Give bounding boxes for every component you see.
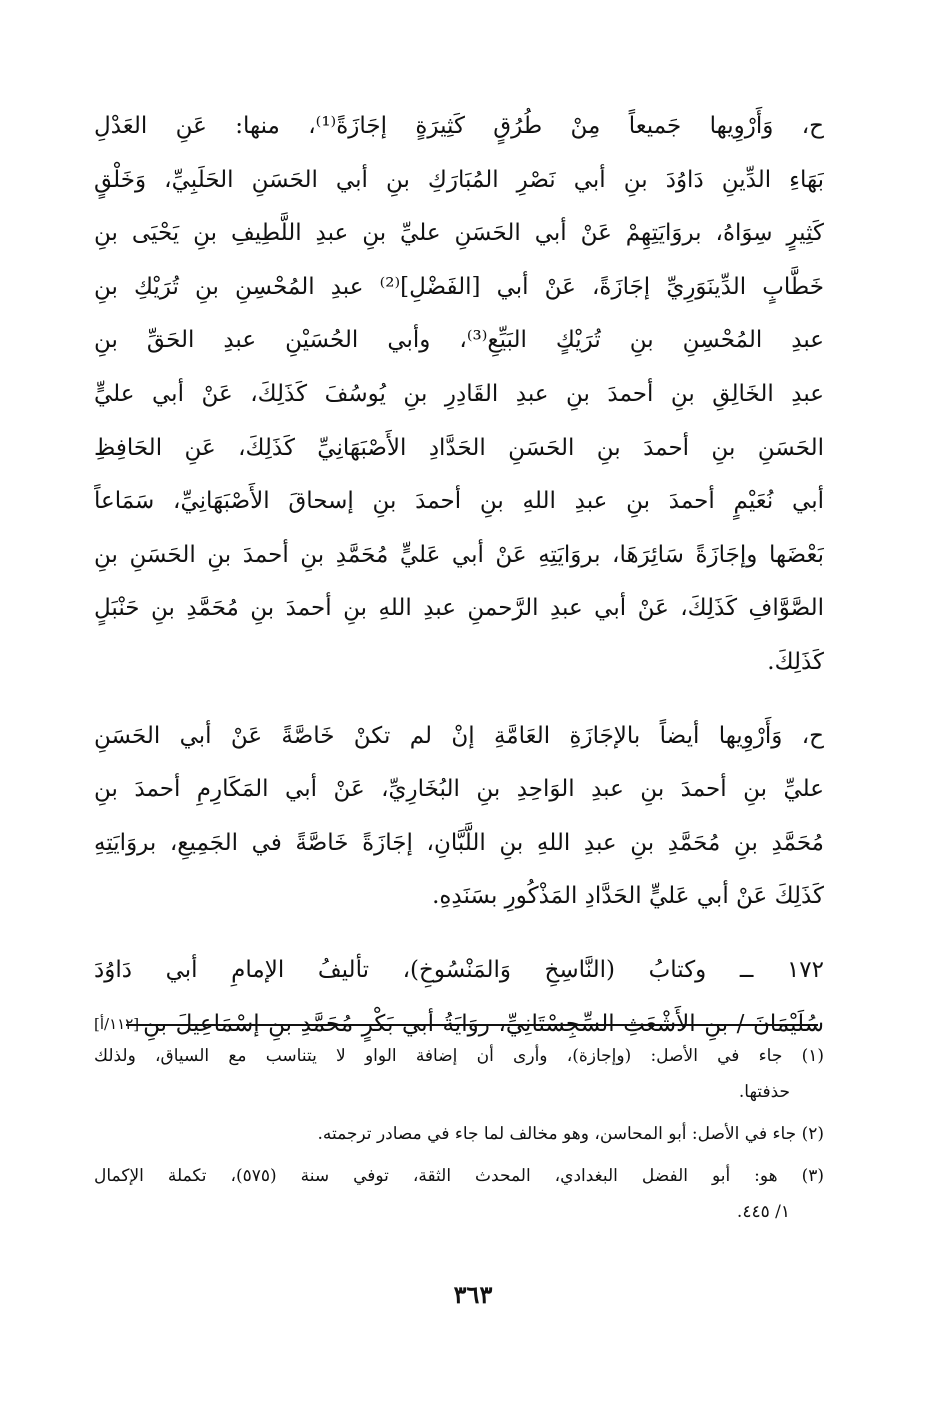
- text-line: ح، وَأَرْوِيها أيضاً بالإجَازَةِ العَامَّةِ إنْ لم تكنْ خَاصَّةً عَنْ أبي الحَسَنِ: [94, 722, 824, 749]
- text-line: عليِّ بنِ أحمدَ بنِ عبدِ الوَاحِدِ بنِ البُخَارِيِّ، عَنْ أبي المَكَارِمِ أحمدَ بنِ: [94, 776, 824, 803]
- text-line: كَثِيرٍ سِوَاهُ، بروَايَتِهِمْ عَنْ أبي الحَسَنِ عليِّ بنِ عبدِ اللَّطِيفِ بنِ يَحْيَى بنِ: [94, 220, 824, 247]
- text-line: بَهَاءِ الدِّينِ دَاوُدَ بنِ أبي نَصْرِ المُبَارَكِ بنِ أبي الحَسَنِ الحَلَبِيِّ، وَخَلْقٍ: [94, 166, 824, 193]
- footnote-line: (٢) جاء في الأصل: أبو المحاسن، وهو مخالف لما جاء في مصادر ترجمته.: [317, 1124, 824, 1144]
- main-text: [94, 100, 824, 1051]
- text-line: بَعْضَها وإجَازَةً سَائِرَهَا، بروَايَتِهِ عَنْ أبي عَليٍّ مُحَمَّدِ بنِ أحمدَ بنِ الحَسَنِ بنِ: [94, 541, 824, 568]
- manuscript-folio-marker: [١١٢/أ]: [94, 1014, 140, 1033]
- text-line: كَذَلِكَ عَنْ أبي عَليٍّ الحَدَّادِ المَذْكُورِ بسَنَدِهِ.: [432, 883, 824, 910]
- footnote-line: (٣) هو: أبو الفضل البغدادي، المحدث الثقة، توفي سنة (٥٧٥)، تكملة الإكمال: [94, 1166, 824, 1186]
- paragraph-1: [94, 100, 824, 690]
- text-line: مُحَمَّدِ بنِ مُحَمَّدِ بنِ عبدِ اللهِ بنِ اللَّبَّانِ، إجَازَةً خَاصَّةً في الجَمِيعِ، بروَايَتِهِ: [94, 829, 824, 856]
- footnotes: [94, 1038, 824, 1230]
- page-number: ٣٦٣: [453, 1280, 493, 1309]
- footnote-3: [94, 1158, 824, 1230]
- footnote-line: ١/ ٤٤٥.: [736, 1202, 790, 1222]
- text-line: عبدِ الخَالِقِ بنِ أحمدَ بنِ عبدِ القَادِرِ بنِ يُوسُفَ كَذَلِكَ، عَنْ أبي عليٍّ: [94, 380, 824, 407]
- text-line: الحَسَنِ بنِ أحمدَ بنِ الحَسَنِ الحَدَّادِ الأَصْبَهَانِيِّ كَذَلِكَ، عَنِ الحَافِظِ: [94, 434, 824, 461]
- text-line: الصَّوَّافِ كَذَلِكَ، عَنْ أبي عبدِ الرَّحمنِ عبدِ اللهِ بنِ أحمدَ بنِ مُحَمَّدِ بنِ حَنْبَلٍ: [94, 595, 824, 622]
- text-line: خَطَّابٍ الدِّينَوَرِيِّ إجَازَةً، عَنْ أبي [الفَضْلِ]⁽²⁾ عبدِ المُحْسِنِ بنِ تُرَيْكِ بنِ: [94, 273, 824, 300]
- text-line: ١٧٢ ــ وكتابُ (النَّاسِخِ وَالمَنْسُوخِ)، تأليفُ الإمامِ أبي دَاوُدَ: [94, 956, 824, 983]
- footnote-2: [94, 1116, 824, 1152]
- footnote-line: حذفتها.: [738, 1082, 790, 1102]
- text-line: كَذَلِكَ.: [767, 648, 824, 675]
- text-line: عبدِ المُحْسِنِ بنِ تُرَيْكٍ البَيِّعِ⁽³⁾، وأبي الحُسَيْنِ عبدِ الحَقِّ بنِ: [94, 327, 824, 354]
- text-line: أبي نُعَيْمٍ أحمدَ بنِ عبدِ اللهِ بنِ أحمدَ بنِ إسحاقَ الأَصْبَهَانِيِّ، سَمَاعاً: [94, 488, 824, 515]
- paragraph-2: [94, 710, 824, 924]
- footnote-separator: [126, 1024, 818, 1026]
- footnote-1: [94, 1038, 824, 1110]
- text-line: سُلَيْمَانَ / بنِ الأَشْعَثِ السِّجِسْتَانِيِّ، روَايَةُ أبي بَكْرٍ مُحَمَّدِ بنِ إسْمَاعِيلَ بنِ: [143, 1010, 824, 1037]
- text-line: ح، وَأَرْوِيها جَميعاً مِنْ طُرُقٍ كَثِيرَةٍ إجَازَةً⁽¹⁾، منها: عَنِ العَدْلِ: [94, 113, 824, 139]
- footnote-line: (١) جاء في الأصل: (وإجازة)، وأرى أن إضافة الواو لا يتناسب مع السياق، ولذلك: [94, 1046, 824, 1066]
- paragraph-3: [94, 944, 824, 1051]
